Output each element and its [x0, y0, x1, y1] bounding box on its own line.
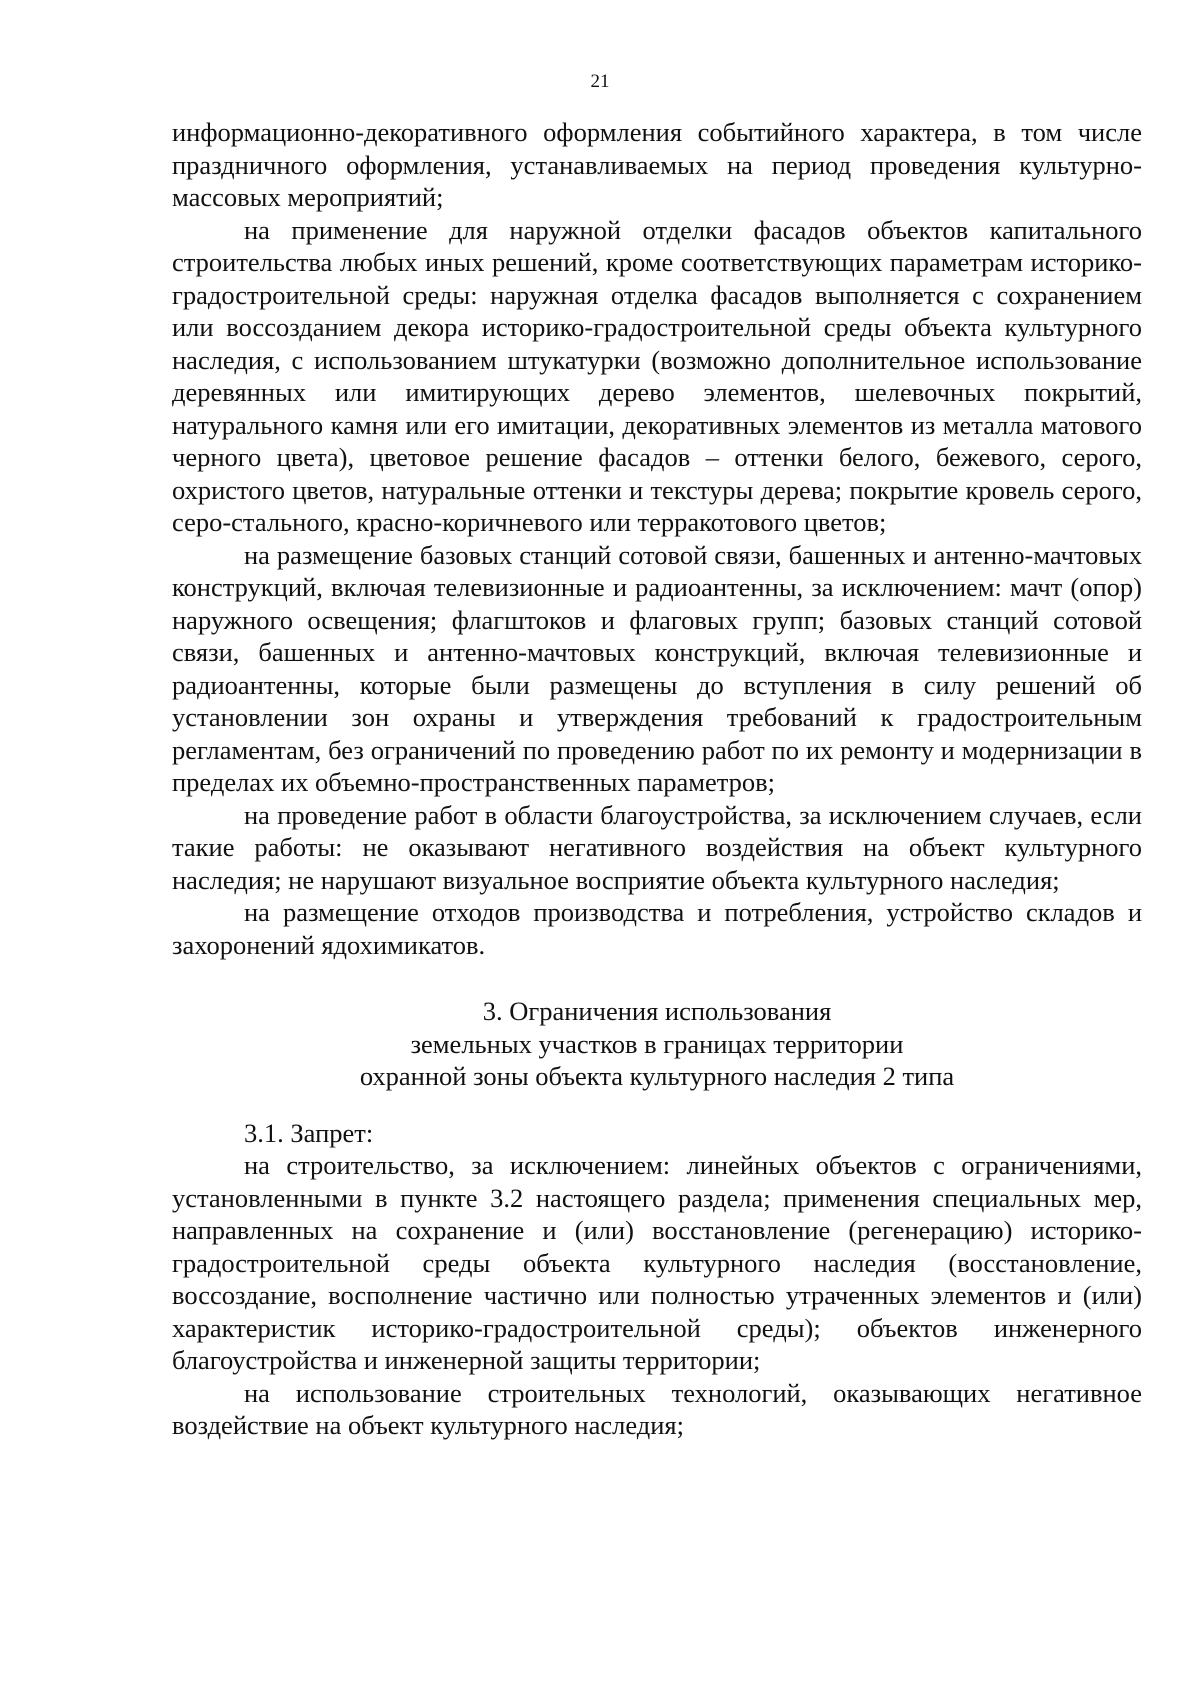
section-heading-line-1: 3. Ограничения использования	[482, 996, 832, 1026]
paragraph-construction-ban: на строительство, за исключением: линейных объектов с ограничениями, установленными в пункте 3.2 настоящего раздела; применения специальных мер, направленных на сохранение и (или) восстановление (регенерацию) историко-градостроительной среды объекта культурного наследия (восстановление, воссоздание, восполнение частично или полностью утраченных элементов и (или) характеристик историко-градостроительной среды); объектов инженерного благоустройства и инженерной защиты территории;	[172, 1150, 1142, 1375]
paragraph-waste-disposal: на размещение отходов производства и потребления, устройство складов и захоронений ядохимикатов.	[172, 897, 1142, 960]
paragraph-facade-finishing: на применение для наружной отделки фасадов объектов капитального строительства любых иных решений, кроме соответствующих параметрам историко-градостроительной среды: наружная отделка фасадов выполняется с сохранением или воссозданием декора историко-градостроительной среды объекта культурного наследия, с использованием штукатурки (возможно дополнительное использование деревянных или имитирующих дерево элементов, шелевочных покрытий, натурального камня или его имитации, декоративных элементов из металла матового черного цвета), цветовое решение фасадов – оттенки белого, бежевого, серого, охристого цветов, натуральные оттенки и текстуры дерева; покрытие кровель серого, серо-стального, красно-коричневого или терракотового цветов;	[172, 214, 1142, 537]
paragraph-construction-technologies: на использование строительных технологий, оказывающих негативное воздействие на объект культурного наследия;	[172, 1377, 1142, 1440]
section-heading-line-3: охранной зоны объекта культурного наследия 2 типа	[359, 1061, 955, 1091]
document-body	[172, 116, 1142, 1442]
paragraph-decorative-design: информационно-декоративного оформления событийного характера, в том числе праздничного оформления, устанавливаемых на период проведения культурно-массовых мероприятий;	[172, 117, 1142, 212]
paragraph-cellular-stations: на размещение базовых станций сотовой связи, башенных и антенно-мачтовых конструкций, включая телевизионные и радиоантенны, за исключением: мачт (опор) наружного освещения; флагштоков и флаговых групп; базовых станций сотовой связи, башенных и антенно-мачтовых конструкций, включая телевизионные и радиоантенны, которые были размещены до вступления в силу решений об установлении зон охраны и утверждения требований к градостроительным регламентам, без ограничений по проведению работ по их ремонту и модернизации в пределах их объемно-пространственных параметров;	[172, 539, 1142, 797]
section-heading	[172, 995, 1142, 1093]
paragraph-landscaping-works: на проведение работ в области благоустройства, за исключением случаев, если такие работы: не оказывают негативного воздействия на объект культурного наследия; не нарушают визуальное восприятие объекта культурного наследия;	[172, 799, 1142, 895]
page-number: 21	[590, 71, 610, 92]
section-heading-line-2: земельных участков в границах территории	[410, 1028, 904, 1059]
subsection-label: 3.1. Запрет:	[244, 1117, 374, 1148]
